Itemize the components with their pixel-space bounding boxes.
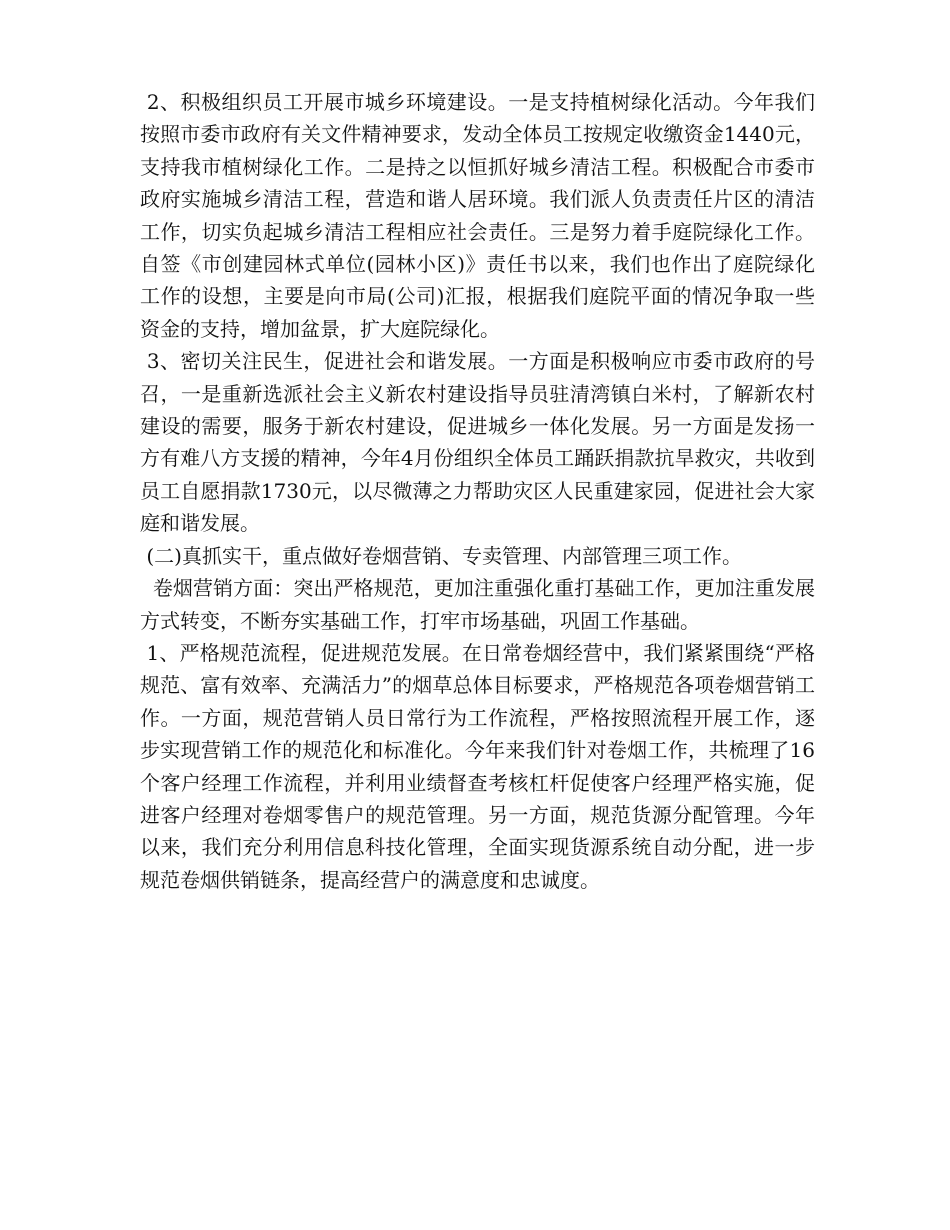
paragraph-standardize-process: 1、严格规范流程，促进规范发展。在日常卷烟经营中，我们紧紧围绕“严格规范、富有效率、充满活力”的烟草总体目标要求，严格规范各项卷烟营销工作。一方面，规范营销人员日常行为工作流程，严格按照流程开展工作，逐步实现营销工作的规范化和标准化。今年来我们针对卷烟工作，共梳理了16个客户经理工作流程，并利用业绩督查考核杠杆促使客户经理严格实施，促进客户经理对卷烟零售户的规范管理。另一方面，规范货源分配管理。今年以来，我们充分利用信息科技化管理，全面实现货源系统自动分配，进一步规范卷烟供销链条，提高经营户的满意度和忠诚度。 — [140, 640, 816, 892]
paragraph-cigarette-marketing: 卷烟营销方面：突出严格规范，更加注重强化重打基础工作，更加注重发展方式转变，不断夯实基础工作，打牢市场基础，巩固工作基础。 — [140, 576, 816, 633]
paragraph-environment-construction: 2、积极组织员工开展市城乡环境建设。一是支持植树绿化活动。今年我们按照市委市政府有关文件精神要求，发动全体员工按规定收缴资金1440元，支持我市植树绿化工作。二是持之以恒抓好城乡清洁工程。积极配合市委市政府实施城乡清洁工程，营造和谐人居环境。我们派人负责责任片区的清洁工作，切实负起城乡清洁工程相应社会责任。三是努力着手庭院绿化工作。自签《市创建园林式单位(园林小区)》责任书以来，我们也作出了庭院绿化工作的设想，主要是向市局(公司)汇报，根据我们庭院平面的情况争取一些资金的支持，增加盆景，扩大庭院绿化。 — [140, 90, 815, 341]
paragraph-social-harmony: 3、密切关注民生，促进社会和谐发展。一方面是积极响应市委市政府的号召，一是重新选派社会主义新农村建设指导员驻清湾镇白米村，了解新农村建设的需要，服务于新农村建设，促进城乡一体化发展。另一方面是发扬一方有难八方支援的精神，今年4月份组织全体员工踊跃捐款抗旱救灾，共收到员工自愿捐款1730元，以尽微薄之力帮助灾区人民重建家园，促进社会大家庭和谐发展。 — [140, 349, 815, 536]
document-body — [140, 86, 815, 896]
paragraph-section-heading: (二)真抓实干，重点做好卷烟营销、专卖管理、内部管理三项工作。 — [140, 543, 742, 568]
